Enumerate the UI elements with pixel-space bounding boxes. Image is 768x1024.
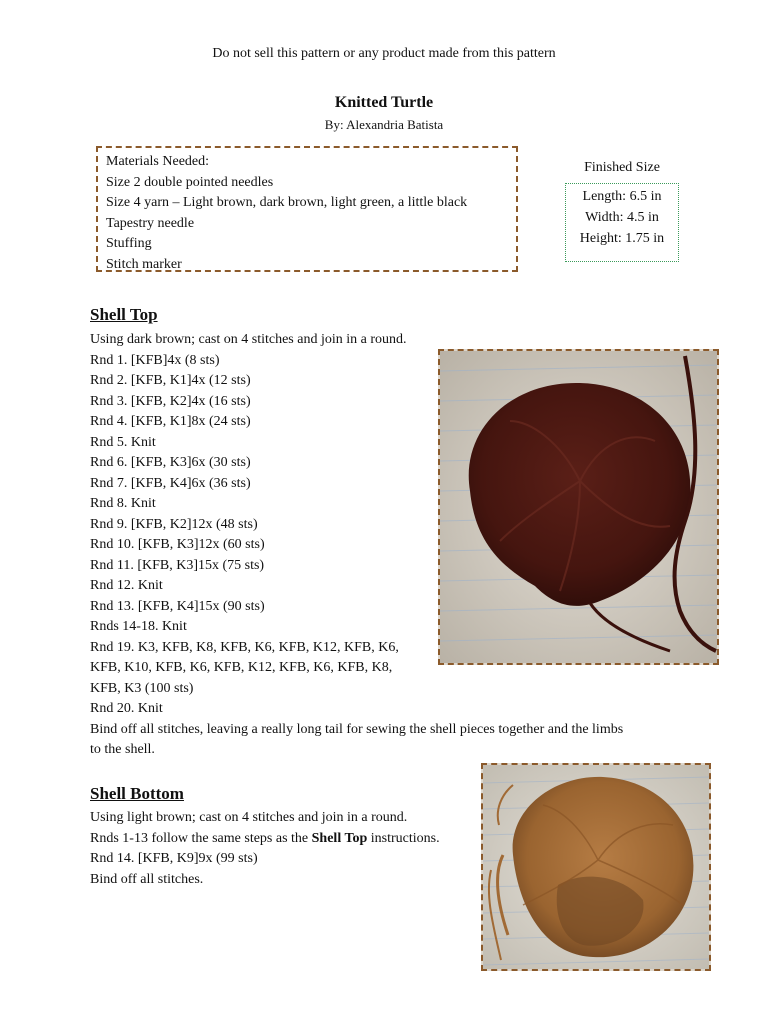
shell-top-heading: Shell Top — [90, 305, 158, 324]
size-width: Width: 4.5 in — [585, 210, 659, 225]
shell-bottom-instructions — [90, 808, 475, 890]
page-title: Knitted Turtle — [334, 94, 434, 111]
instruction-line: Rnd 8. Knit — [90, 496, 156, 511]
shell-top-instructions — [90, 330, 624, 761]
instruction-line: Using dark brown; cast on 4 stitches and join in a round. — [90, 332, 407, 347]
size-height: Height: 1.75 in — [579, 231, 665, 246]
finished-size-label: Finished Size — [584, 160, 660, 175]
instruction-line: Rnd 19. K3, KFB, K8, KFB, K6, KFB, K12, KFB, K6, — [90, 639, 399, 655]
shell-bottom-heading: Shell Bottom — [90, 784, 184, 803]
instruction-line: Rnd 14. [KFB, K9]9x (99 sts) — [90, 851, 258, 866]
materials-line: Stitch marker — [106, 256, 182, 272]
instruction-line: Rnd 20. Knit — [90, 701, 163, 716]
bind-off-line: Bind off all stitches, leaving a really long tail for sewing the shell pieces together and the limbs — [90, 721, 624, 737]
instruction-line — [90, 829, 475, 850]
instruction-line: Rnd 9. [KFB, K2]12x (48 sts) — [90, 516, 258, 532]
instruction-line: Rnd 5. Knit — [90, 434, 156, 450]
size-length: Length: 6.5 in — [582, 189, 662, 204]
instruction-line: Rnd 6. [KFB, K3]6x (30 sts) — [90, 455, 251, 470]
instruction-line: Rnd 11. [KFB, K3]15x (75 sts) — [90, 557, 265, 573]
instruction-line: Bind off all stitches. — [90, 871, 204, 887]
shell-top-photo-image — [440, 351, 717, 663]
instruction-line: Using light brown; cast on 4 stitches and join in a round. — [90, 810, 408, 825]
author-byline: By: Alexandria Batista — [324, 117, 444, 132]
materials-line: Size 2 double pointed needles — [106, 174, 274, 190]
instruction-line: Rnd 12. Knit — [90, 578, 163, 593]
shell-top-photo — [438, 349, 719, 665]
shell-bottom-photo-image — [483, 765, 709, 969]
instruction-line: Rnd 10. [KFB, K3]12x (60 sts) — [90, 537, 265, 552]
instruction-line: Rnd 2. [KFB, K1]4x (12 sts) — [90, 373, 251, 388]
instruction-line: Rnd 4. [KFB, K1]8x (24 sts) — [90, 414, 251, 429]
instruction-text: instructions. — [367, 830, 440, 846]
finished-size-box — [565, 183, 679, 262]
instruction-bold-reference: Shell Top — [311, 830, 368, 846]
materials-line: Size 4 yarn – Light brown, dark brown, light green, a little black — [106, 195, 468, 210]
instruction-line: KFB, K3 (100 sts) — [90, 680, 194, 696]
instruction-line: Rnd 13. [KFB, K4]15x (90 sts) — [90, 598, 265, 614]
materials-box — [96, 146, 518, 272]
materials-line: Materials Needed: — [106, 154, 210, 169]
instruction-line: Rnd 1. [KFB]4x (8 sts) — [90, 352, 220, 368]
instruction-line: Rnds 14-18. Knit — [90, 619, 187, 634]
instruction-line: Rnd 7. [KFB, K4]6x (36 sts) — [90, 475, 251, 491]
copyright-notice: Do not sell this pattern or any product made from this pattern — [212, 46, 556, 61]
instruction-line: Rnd 3. [KFB, K2]4x (16 sts) — [90, 393, 251, 409]
instruction-line: KFB, K10, KFB, K6, KFB, K12, KFB, K6, KFB, K8, — [90, 660, 393, 675]
shell-bottom-photo — [481, 763, 711, 971]
instruction-text: Rnds 1-13 follow the same steps as the — [90, 830, 312, 846]
bind-off-line: to the shell. — [90, 742, 155, 757]
materials-line: Tapestry needle — [106, 215, 195, 231]
materials-line: Stuffing — [106, 236, 152, 251]
